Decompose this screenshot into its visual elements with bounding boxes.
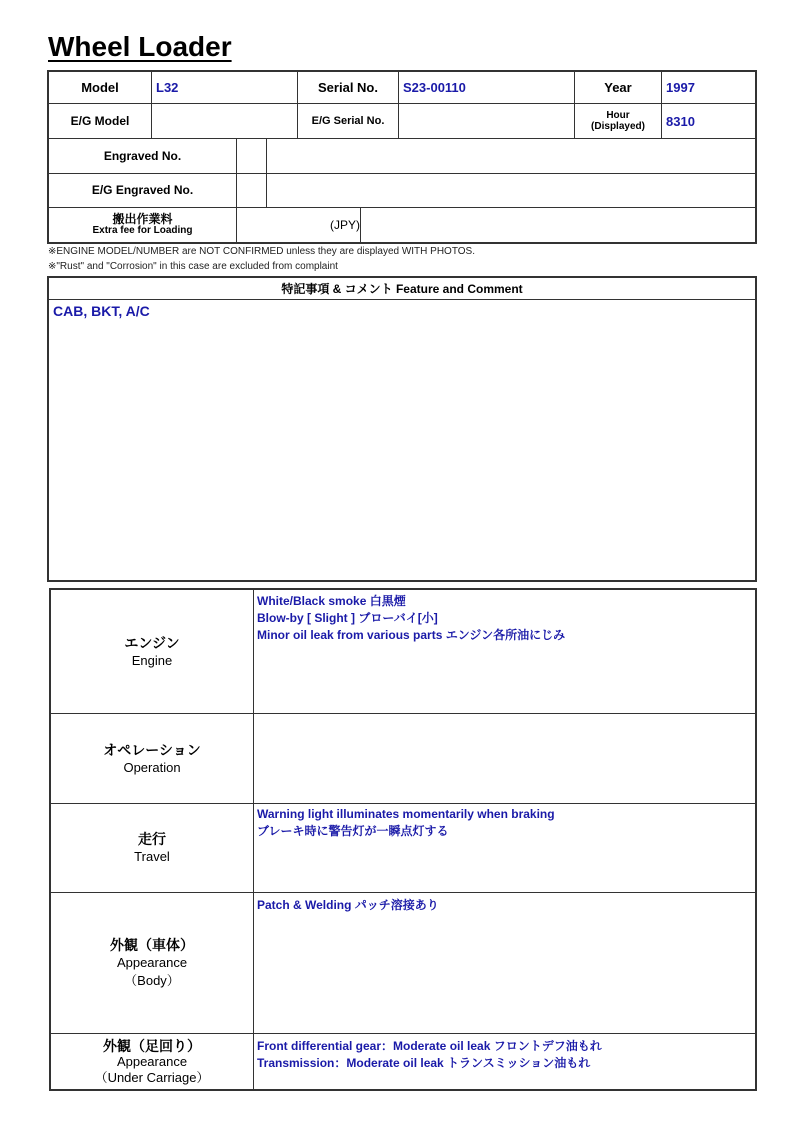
hour-value: 8310 [666,113,695,129]
travel-label [51,804,253,892]
engraved-label: Engraved No. [103,148,182,163]
operation-label [51,714,253,803]
appearance-body-note: Patch & Welding パッチ溶接あり [257,898,439,912]
eg-serial-label: E/G Serial No. [311,114,385,127]
operation-label-jp: オペレーション [103,741,201,758]
travel-label-jp: 走行 [138,831,166,847]
engine-note: Blow-by [ Slight ] ブローバイ[小] [257,611,438,625]
appearance-undercarriage-label-en: Appearance [116,1053,188,1069]
feature-comment-box [47,276,757,582]
appearance-undercarriage-label [51,1034,253,1089]
engine-note: White/Black smoke 白黒煙 [257,594,406,608]
serial-value: S23-00110 [403,80,466,95]
loading-fee-label-jp: 搬出作業料 [112,212,173,226]
note-engine: ※ENGINE MODEL/NUMBER are NOT CONFIRMED unless they are displayed WITH PHOTOS. [48,246,475,257]
condition-table [49,588,757,1091]
appearance-undercarriage-note: Front differential gear：Moderate oil leak フロントデフ油もれ [257,1039,602,1053]
eg-model-label: E/G Model [70,113,130,128]
engine-note: Minor oil leak from various parts エンジン各所油にじみ [257,628,566,642]
model-label: Model [81,80,119,95]
appearance-undercarriage-notes [257,1038,602,1072]
travel-note: Warning light illuminates momentarily when braking [257,807,555,821]
hour-label-line1: Hour [606,110,630,121]
engine-label-en: Engine [131,652,173,668]
model-value: L32 [156,80,179,95]
eg-engraved-label: E/G Engraved No. [91,183,194,197]
appearance-body-label-jp: 外観（車体） [110,937,194,953]
feature-heading: 特記事項 & コメント Feature and Comment [49,278,755,300]
machine-info-table [47,70,757,244]
hour-label-line2: (Displayed) [591,121,645,132]
loading-fee-label [49,208,236,242]
appearance-body-label-en2: （Body） [124,973,180,988]
feature-text: CAB, BKT, A/C [53,303,150,319]
travel-label-en: Travel [134,849,170,864]
appearance-undercarriage-label-jp: 外観（足回り） [103,1037,201,1054]
loading-fee-currency: (JPY) [330,217,360,232]
travel-note: ブレーキ時に警告灯が一瞬点灯する [257,824,449,838]
eg-model-value [152,104,301,138]
engine-label-jp: エンジン [124,634,180,651]
appearance-body-notes [257,897,439,914]
appearance-body-label [51,893,253,1033]
operation-label-en: Operation [123,759,181,775]
eg-serial-value [399,104,578,138]
serial-label: Serial No. [318,80,378,95]
travel-notes [257,806,555,840]
year-value: 1997 [666,80,695,95]
hour-label [575,104,661,138]
page-title: Wheel Loader [48,31,232,62]
note-rust: ※"Rust" and "Corrosion" in this case are excluded from complaint [48,261,338,272]
loading-fee-label-en: Extra fee for Loading [92,225,193,236]
appearance-undercarriage-label-en2: （Under Carriage） [94,1069,210,1085]
year-label: Year [604,80,632,95]
engine-label [51,590,253,713]
appearance-undercarriage-note: Transmission：Moderate oil leak トランスミッション油もれ [257,1056,591,1070]
engine-notes [257,593,565,644]
appearance-body-label-en: Appearance [116,955,188,970]
